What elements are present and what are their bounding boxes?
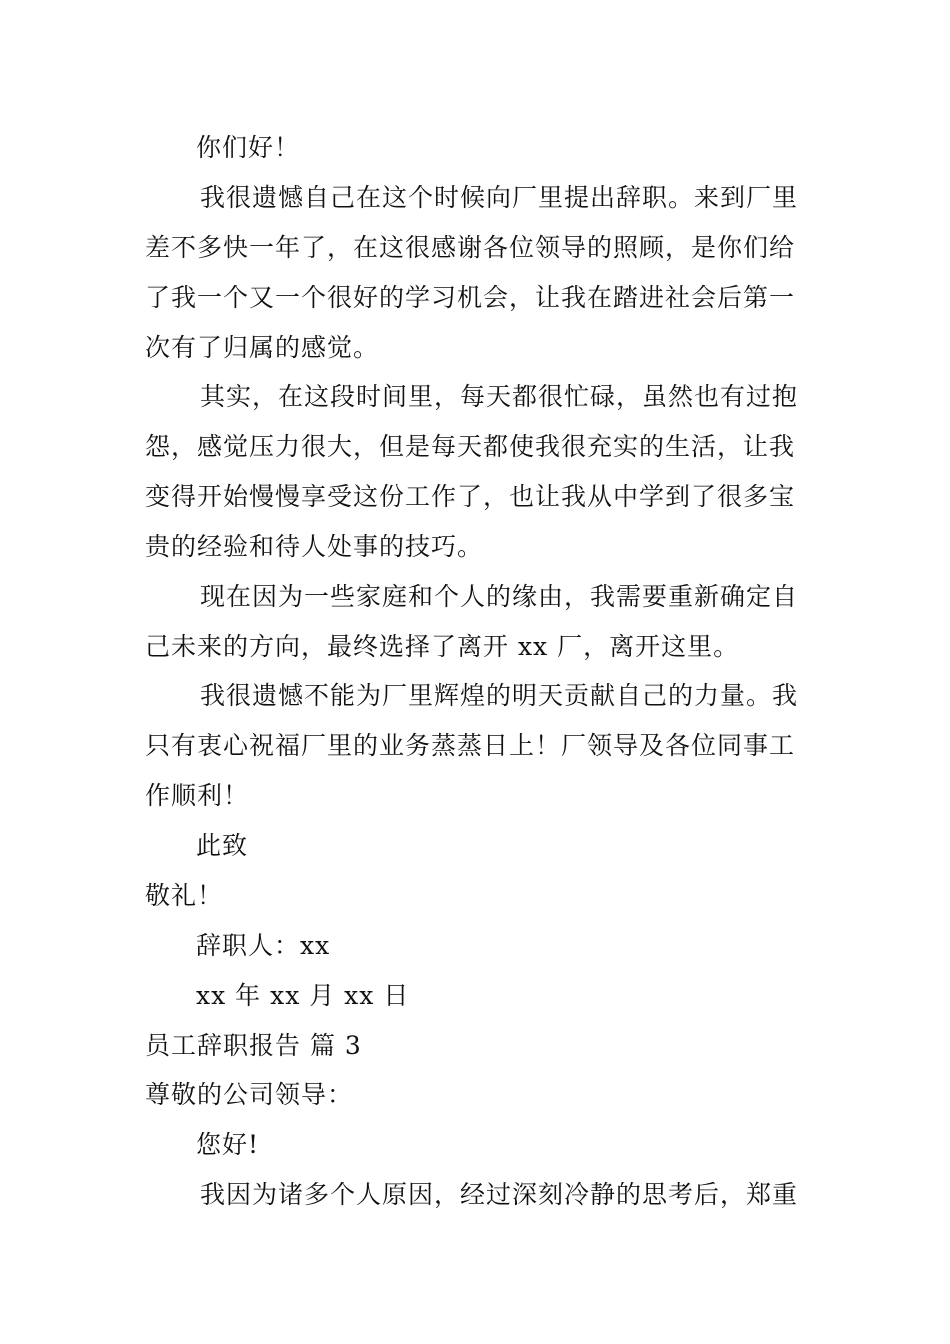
- section-title: 员工辞职报告 篇 3: [145, 1031, 362, 1060]
- paragraph-line: 己未来的方向，最终选择了离开 xx 厂，离开这里。: [145, 632, 740, 661]
- paragraph-line: 我因为诸多个人原因，经过深刻冷静的思考后，郑重: [200, 1180, 799, 1209]
- paragraph-line: 贵的经验和待人处事的技巧。: [145, 532, 484, 561]
- paragraph-line: 其实，在这段时间里，每天都很忙碌，虽然也有过抱: [200, 382, 799, 411]
- signer: 辞职人：xx: [196, 931, 331, 960]
- greeting: 你们好！: [196, 133, 301, 162]
- paragraph-line: 变得开始慢慢享受这份工作了，也让我从中学到了很多宝: [145, 482, 796, 511]
- salutation: 尊敬的公司领导：: [145, 1080, 354, 1109]
- paragraph-line: 次有了归属的感觉。: [145, 333, 380, 362]
- salute: 敬礼！: [145, 881, 224, 910]
- paragraph-line: 只有衷心祝福厂里的业务蒸蒸日上！厂领导及各位同事工: [145, 731, 796, 760]
- date: xx 年 xx 月 xx 日: [196, 981, 410, 1010]
- greeting-2: 您好!: [196, 1130, 260, 1159]
- paragraph-line: 作顺利！: [145, 781, 250, 810]
- paragraph-line: 了我一个又一个很好的学习机会，让我在踏进社会后第一: [145, 283, 796, 312]
- paragraph-line: 现在因为一些家庭和个人的缘由，我需要重新确定自: [200, 582, 799, 611]
- paragraph-line: 我很遗憾不能为厂里辉煌的明天贡献自己的力量。我: [200, 681, 799, 710]
- closing: 此致: [196, 831, 249, 860]
- paragraph-line: 差不多快一年了，在这很感谢各位领导的照顾，是你们给: [145, 233, 796, 262]
- paragraph-line: 我很遗憾自己在这个时候向厂里提出辞职。来到厂里: [200, 183, 799, 212]
- paragraph-line: 怨，感觉压力很大，但是每天都使我很充实的生活，让我: [145, 432, 796, 461]
